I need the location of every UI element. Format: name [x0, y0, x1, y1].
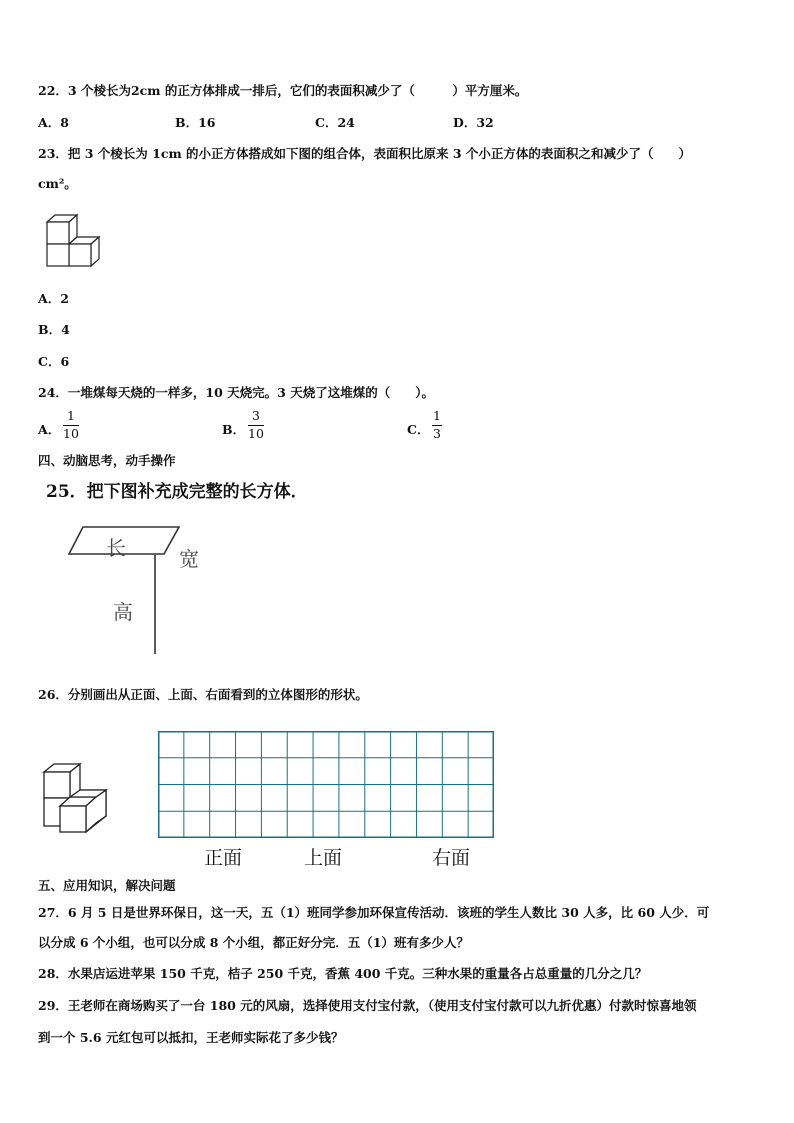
fraction-numerator: 3 [248, 410, 264, 426]
fraction-numerator: 1 [63, 410, 79, 426]
drawing-grid[interactable] [158, 731, 494, 838]
question-27-line-1: 27．6 月 5 日是世界环保日，这一天，五（1）班同学参加环保宣传活动．该班的学生人数比 30 人多，比 60 人少．可 [38, 905, 710, 920]
question-24-text: 24．一堆煤每天烧的一样多，10 天烧完。3 天烧了这堆煤的（ ）。 [38, 385, 434, 400]
question-27-line-2: 以分成 6 个小组，也可以分成 8 个小组，都正好分完．五（1）班有多少人？ [38, 935, 470, 950]
question-23-unit: cm²。 [38, 176, 77, 191]
section-5-heading: 五、应用知识，解决问题 [38, 878, 176, 893]
question-26-text: 26．分别画出从正面、上面、右面看到的立体图形的形状。 [38, 687, 368, 702]
fraction-denominator: 3 [433, 425, 441, 441]
q24-option-c-fraction [432, 410, 442, 440]
q23-option-c: C．6 [38, 354, 70, 369]
q22-option-d: D．32 [453, 115, 494, 130]
q24-option-c-letter: C． [407, 422, 430, 437]
question-23-text: 23．把 3 个棱长为 1cm 的小正方体搭成如下图的组合体，表面积比原来 3 个小正方体的表面积之和减少了（ ） [38, 146, 691, 161]
q24-option-a-letter: A． [38, 422, 61, 437]
question-29-line-1: 29．王老师在商场购买了一台 180 元的风扇，选择使用支付宝付款，（使用支付宝付款可以九折优惠）付款时惊喜地领 [38, 998, 697, 1013]
question-29-line-2: 到一个 5.6 元红包可以抵扣，王老师实际花了多少钱？ [38, 1030, 344, 1045]
q22-option-a: A．8 [38, 115, 69, 130]
section-4-heading: 四、动脑思考，动手操作 [38, 453, 176, 468]
grid-label-right: 右面 [432, 847, 471, 869]
fraction-denominator: 10 [63, 425, 79, 441]
question-22-text: 22．3 个棱长为2cm 的正方体排成一排后，它们的表面积减少了（ ）平方厘米。 [38, 83, 528, 98]
q24-option-a-fraction [63, 410, 79, 440]
q22-option-c: C．24 [315, 115, 355, 130]
cube-stack-figure-q23 [44, 212, 108, 274]
question-28-text: 28．水果店运进苹果 150 千克，桔子 250 千克，香蕉 400 千克。三种水果的重量各占总重量的几分之几？ [38, 966, 648, 981]
grid-label-front: 正面 [204, 847, 243, 869]
question-25-text: 25．把下图补充成完整的长方体． [46, 482, 308, 502]
label-height: 高 [113, 600, 133, 624]
label-length: 长 [106, 536, 126, 560]
q22-option-b: B．16 [175, 115, 216, 130]
q24-option-b-letter: B． [222, 422, 246, 437]
q23-option-b: B．4 [38, 322, 70, 337]
incomplete-cuboid-figure-q25 [62, 516, 222, 661]
q23-option-a: A．2 [38, 291, 69, 306]
fraction-denominator: 10 [248, 425, 264, 441]
cube-stack-figure-q26 [42, 762, 112, 838]
q24-option-b-fraction [248, 410, 264, 440]
label-width: 宽 [179, 547, 199, 571]
grid-label-top: 上面 [304, 847, 343, 869]
fraction-numerator: 1 [432, 410, 442, 426]
